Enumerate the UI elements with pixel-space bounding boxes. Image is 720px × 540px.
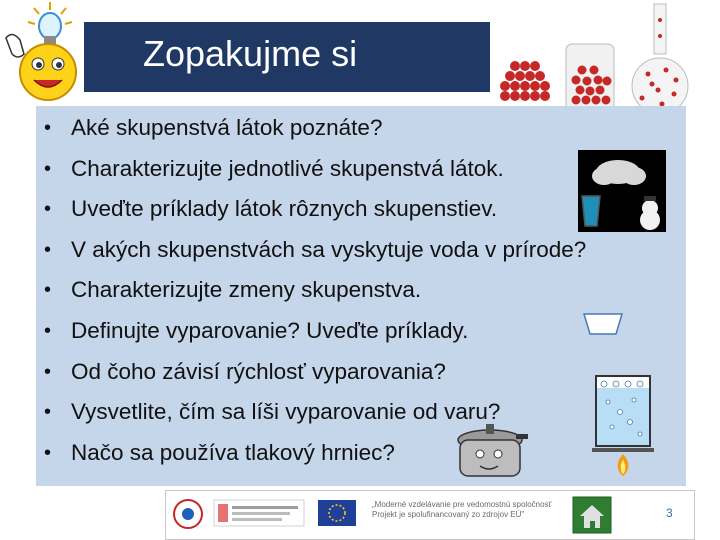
footer-text xyxy=(372,500,552,520)
list-item: • V akých skupenstvách sa vyskytuje voda v prírode? xyxy=(44,230,586,271)
list-item: • Aké skupenstvá látok poznáte? xyxy=(44,108,586,149)
list-item: • Charakterizujte zmeny skupenstva. xyxy=(44,270,586,311)
list-item: • Charakterizujte jednotlivé skupenstvá látok. xyxy=(44,149,586,190)
footer-line-2: Projekt je spolufinancovaný zo zdrojov EÚ" xyxy=(372,510,525,519)
eu-logos xyxy=(170,494,365,534)
list-item: • Definujte vyparovanie? Uveďte príklady. xyxy=(44,311,586,352)
page-number: 3 xyxy=(666,506,673,520)
boiling-beaker-icon xyxy=(590,372,656,480)
list-item: • Od čoho závisí rýchlosť vyparovania? xyxy=(44,352,586,393)
slide-title: Zopakujme si xyxy=(143,33,358,74)
cloud-icon xyxy=(592,160,646,185)
list-item: • Uveďte príklady látok rôznych skupenstiev. xyxy=(44,189,586,230)
pressure-cooker-icon xyxy=(452,420,530,486)
list-item: • Načo sa používa tlakový hrniec? xyxy=(44,433,586,474)
evaporating-dish-icon xyxy=(582,312,624,338)
question-list xyxy=(44,108,586,473)
list-item: • Vysvetlite, čím sa líši vyparovanie od varu? xyxy=(44,392,586,433)
home-icon[interactable] xyxy=(572,496,612,534)
footer-line-1: „Moderné vzdelávanie pre vedomostnú spoločnosť xyxy=(372,500,552,509)
lightbulb-smiley-icon xyxy=(0,0,84,104)
snowman-icon xyxy=(640,196,660,230)
